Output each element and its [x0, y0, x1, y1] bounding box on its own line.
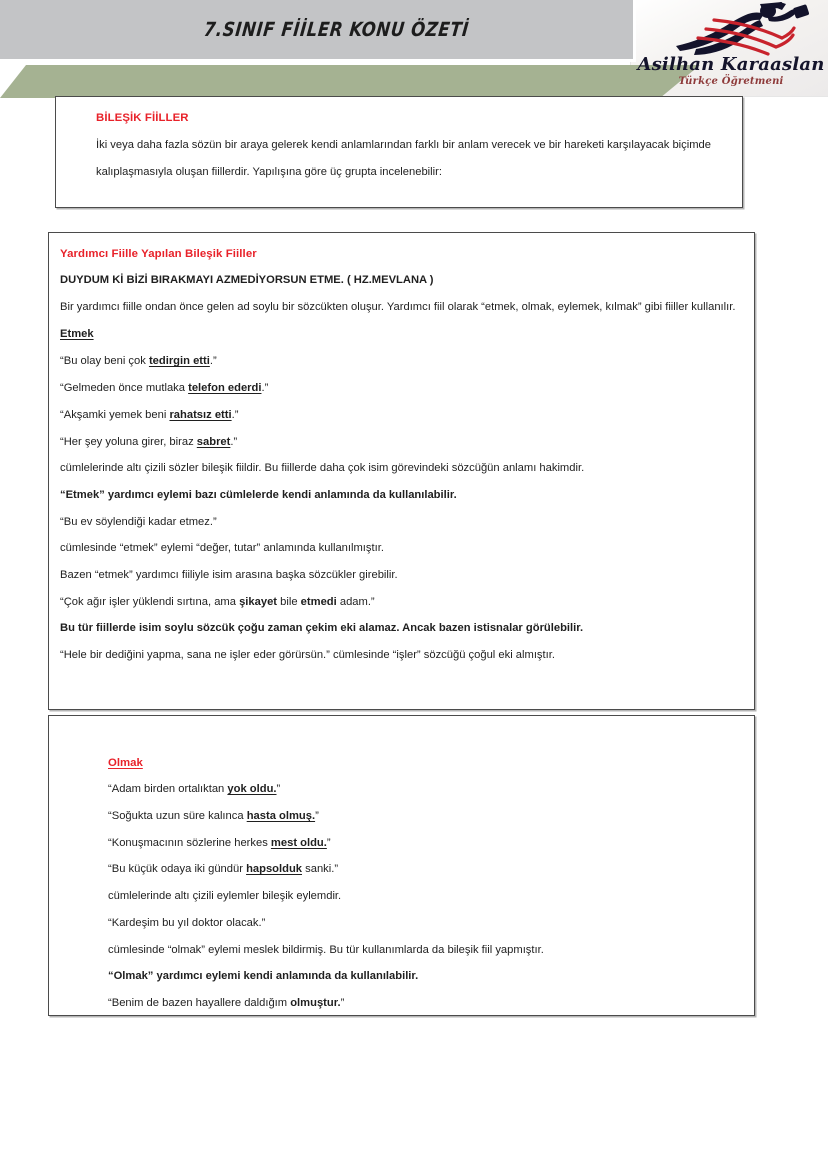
box3-example-2-pre: “Soğukta uzun süre kalınca: [108, 810, 247, 822]
example-2-highlight: telefon ederdi: [188, 382, 262, 394]
box3-example-1: [108, 782, 280, 797]
example-4-highlight: sabret: [196, 436, 231, 448]
example-1-post: .”: [209, 355, 217, 367]
box3-example-4: [108, 862, 338, 877]
box3-example-3-highlight: mest oldu.: [270, 837, 327, 849]
box3-bold-note-1: “Olmak” yardımcı eylemi kendi anlamında da kullanılabilir.: [108, 970, 419, 982]
box2-bold-note-2: Bu tür fiillerde isim soylu sözcük çoğu zaman çekim eki alamaz. Ancak bazen istisnalar görülebilir.: [60, 622, 584, 634]
logo-name-text: Asilhan Karaaslan: [637, 54, 825, 75]
example-6-pre: “Çok ağır işler yüklendi sırtına, ama: [60, 596, 240, 608]
box3-example-1-pre: “Adam birden ortalıktan: [108, 783, 228, 795]
example-6-post: adam.”: [336, 596, 375, 608]
box2-example-4: [60, 435, 237, 450]
box1-heading: BİLEŞİK FİİLLER: [96, 112, 189, 124]
example-4-post: .”: [230, 436, 238, 448]
example-2-post: .”: [261, 382, 269, 394]
box3-example-1-highlight: yok oldu.: [227, 783, 277, 795]
running-torchbearer-logo-icon: [636, 2, 826, 58]
box3-note-2: cümlesinde “olmak” eylemi meslek bildirmiş. Bu tür kullanımlarda da bileşik fiil yapmıştır.: [108, 944, 544, 956]
example-3-post: .”: [231, 409, 239, 421]
example-1-pre: “Bu olay beni çok: [60, 355, 149, 367]
example-6-mid: bile: [277, 596, 301, 608]
example-2-pre: “Gelmeden önce mutlaka: [60, 382, 189, 394]
box3-example-3: [108, 836, 331, 851]
box3-note-1: cümlelerinde altı çizili eylemler bileşik eylemdir.: [108, 890, 342, 902]
box2-example-5: “Bu ev söylendiği kadar etmez.”: [60, 516, 217, 528]
brand-logo: [636, 2, 826, 96]
box3-example-4-pre: “Bu küçük odaya iki gündür: [108, 863, 247, 875]
logo-subtitle-text: Türkçe Öğretmeni: [678, 76, 784, 87]
box3-example-2: [108, 809, 319, 824]
example-6-bold-1: şikayet: [239, 596, 278, 608]
box3-example-6-pre: “Benim de bazen hayallere daldığım: [108, 997, 291, 1009]
green-accent-band: [0, 65, 700, 98]
box2-example-6: [60, 595, 375, 610]
box2-example-3: [60, 408, 238, 423]
box2-description: Bir yardımcı fiille ondan önce gelen ad soylu bir sözcükten oluşur. Yardımcı fiil olarak “etmek, olmak, eylemek, kılmak” gibi fiiller kullanılır.: [60, 301, 736, 313]
box3-example-6-highlight: olmuştur.: [290, 997, 341, 1009]
box2-mevlana-quote: DUYDUM Kİ BİZİ BIRAKMAYI AZMEDİYORSUN ETME. ( HZ.MEVLANA ): [60, 274, 434, 286]
title-bar: [0, 0, 636, 62]
box3-example-2-highlight: hasta olmuş.: [246, 810, 316, 822]
box3-example-4-post: sanki.”: [302, 863, 339, 875]
box3-example-4-highlight: hapsolduk: [246, 863, 303, 875]
box2-example-2: [60, 381, 268, 396]
page-header: [0, 0, 828, 100]
example-4-pre: “Her şey yoluna girer, biraz: [60, 436, 197, 448]
box2-subheading-etmek: Etmek: [60, 328, 94, 340]
box1-paragraph-2: kalıplaşmasıyla oluşan fiillerdir. Yapılışına göre üç grupta incelenebilir:: [96, 166, 442, 178]
box3-example-3-post: ”: [326, 837, 331, 849]
box2-note-3: Bazen “etmek” yardımcı fiiliyle isim arasına başka sözcükler girebilir.: [60, 569, 398, 581]
box2-note-4: “Hele bir dediğini yapma, sana ne işler eder görürsün.” cümlesinde “işler” sözcüğü çoğul eki almıştır.: [60, 649, 555, 661]
box3-example-6: [108, 996, 344, 1011]
box2-heading: Yardımcı Fiille Yapılan Bileşik Fiiller: [60, 248, 257, 260]
box3-example-2-post: ”: [315, 810, 319, 822]
box2-bold-note-1: “Etmek” yardımcı eylemi bazı cümlelerde kendi anlamında da kullanılabilir.: [60, 489, 457, 501]
box3-heading-olmak: Olmak: [108, 757, 143, 769]
example-1-highlight: tedirgin etti: [148, 355, 210, 367]
example-6-bold-2: etmedi: [300, 596, 337, 608]
box3-example-5: “Kardeşim bu yıl doktor olacak.”: [108, 917, 266, 929]
box3-example-6-post: ”: [340, 997, 345, 1009]
box2-example-1: [60, 354, 217, 369]
box2-note-1: cümlelerinde altı çizili sözler bileşik fiildir. Bu fiillerde daha çok isim görevindeki sözcüğün anlamı hakimdir.: [60, 462, 585, 474]
example-3-highlight: rahatsız etti: [169, 409, 232, 421]
box3-example-1-post: ”: [276, 783, 281, 795]
page-title: 7.SINIF FİİLER KONU ÖZETİ: [202, 18, 471, 41]
box2-note-2: cümlesinde “etmek” eylemi “değer, tutar” anlamında kullanılmıştır.: [60, 542, 384, 554]
example-3-pre: “Akşamki yemek beni: [60, 409, 170, 421]
box3-example-3-pre: “Konuşmacının sözlerine herkes: [108, 837, 271, 849]
box1-paragraph-1: İki veya daha fazla sözün bir araya gelerek kendi anlamlarından farklı bir anlam verecek ve bir hareketi karşılayacak biçimde: [96, 139, 711, 151]
